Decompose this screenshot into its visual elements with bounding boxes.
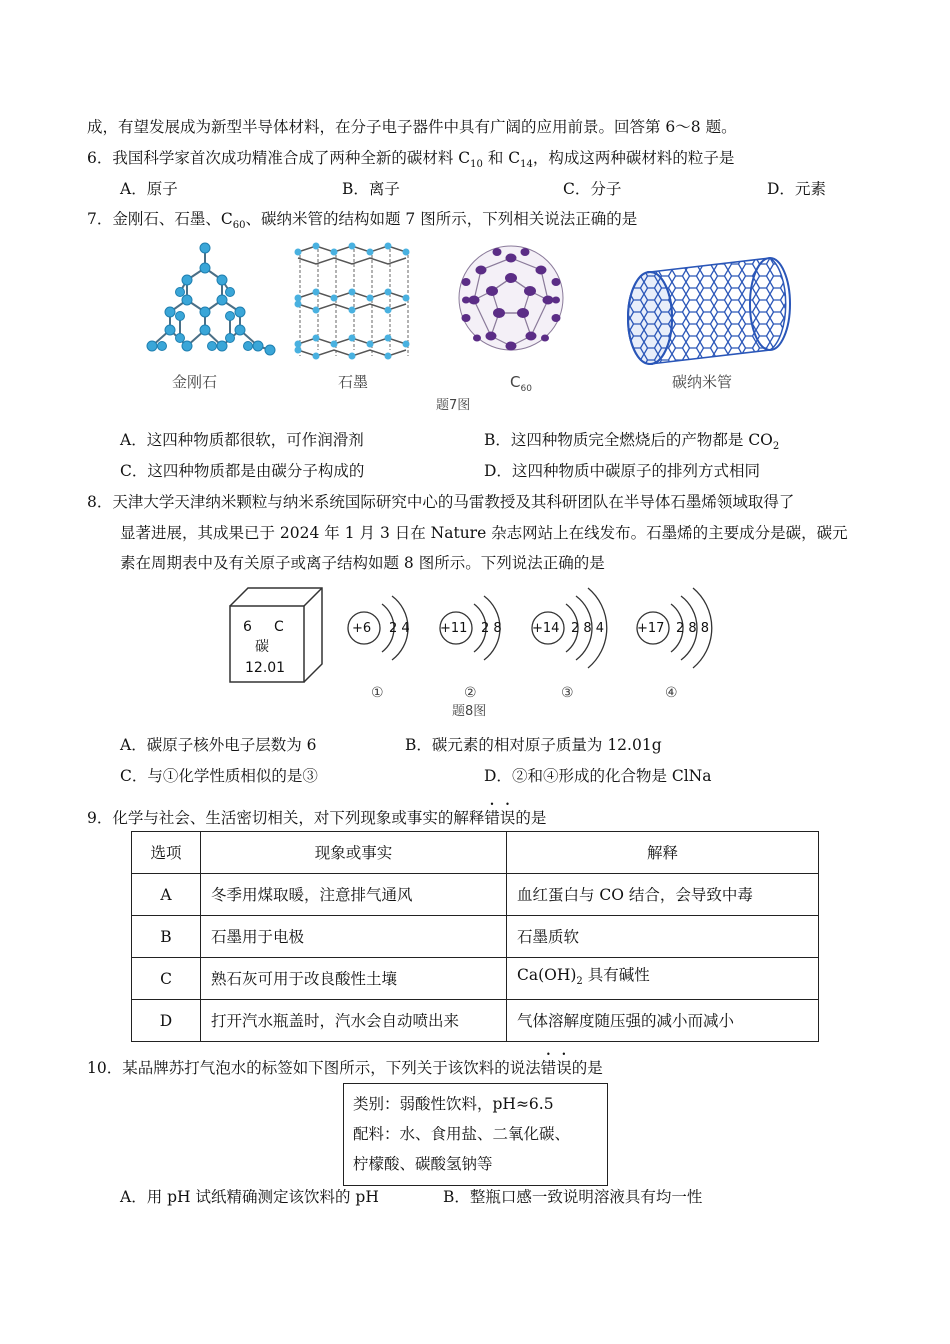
q10-option-b-key: B． bbox=[443, 1188, 470, 1206]
figure-7-caption: 题7图 bbox=[436, 398, 471, 413]
table-row bbox=[132, 874, 819, 916]
q8-option-b-text: 碳元素的相对原子质量为 12.01g bbox=[431, 736, 662, 754]
q6-option-b-key: B． bbox=[342, 180, 369, 198]
q7-option-c-text: 这四种物质都是由碳分子构成的 bbox=[147, 462, 365, 480]
figure-7-label-nanotube: 碳纳米管 bbox=[672, 373, 733, 391]
q10-option-b[interactable] bbox=[443, 1187, 702, 1207]
label-line-2: 配料：水、食用盐、二氧化碳、 bbox=[353, 1125, 571, 1143]
question-8-line-2: 显著进展，其成果已于 2024 年 1 月 3 日在 Nature 杂志网站上在线发布。石墨烯的主要成分是碳，碳元 bbox=[120, 524, 848, 542]
q6-option-d-text: 元素 bbox=[794, 180, 826, 198]
atom-3-index: ③ bbox=[561, 685, 574, 701]
atom-2-shells: 2 8 bbox=[481, 621, 502, 636]
figure-7-label-graphite: 石墨 bbox=[338, 373, 369, 391]
intro-line: 成，有望发展成为新型半导体材料，在分子电子器件中具有广阔的应用前景。回答第 6～8 题。 bbox=[87, 118, 737, 136]
table-header-explanation: 解释 bbox=[507, 832, 819, 874]
q6-option-a-key: A． bbox=[120, 180, 147, 198]
table-cell-explanation bbox=[507, 958, 819, 1000]
q7-option-b-sub: 2 bbox=[772, 441, 780, 453]
atom-4-nucleus: +17 bbox=[637, 621, 665, 636]
q6-sub1: 10 bbox=[470, 159, 483, 171]
table-header-option: 选项 bbox=[132, 832, 201, 874]
q6-number: 6． bbox=[87, 149, 113, 167]
q8-option-a[interactable] bbox=[120, 735, 317, 755]
q8-option-a-key: A． bbox=[120, 736, 147, 754]
table-cell-fact: 石墨用于电极 bbox=[201, 916, 507, 958]
atom-1-shells: 2 4 bbox=[389, 621, 410, 636]
q6-option-b-text: 离子 bbox=[368, 180, 400, 198]
q9-stem-emphasis: 错误 bbox=[484, 809, 516, 827]
figure-8-caption: 题8图 bbox=[452, 704, 487, 719]
atom-2-nucleus: +11 bbox=[440, 621, 468, 636]
q6-stem-b: 和 C bbox=[482, 149, 521, 167]
table-cell-explanation-text: Ca(OH) bbox=[517, 965, 577, 984]
q8-option-c-key: C． bbox=[120, 767, 148, 785]
q8-option-d-key: D． bbox=[484, 767, 512, 785]
q7-option-b-text: 这四种物质完全燃烧后的产物都是 CO bbox=[510, 431, 773, 449]
table-cell-fact: 打开汽水瓶盖时，汽水会自动喷出来 bbox=[201, 1000, 507, 1042]
q6-stem-c: ，构成这两种碳材料的粒子是 bbox=[532, 149, 735, 167]
q8-option-c[interactable] bbox=[120, 766, 318, 786]
figure-7-label-diamond: 金刚石 bbox=[172, 373, 218, 391]
q8-option-d-text: ②和④形成的化合物是 ClNa bbox=[511, 767, 712, 785]
q7-number: 7． bbox=[87, 210, 113, 228]
q9-number: 9． bbox=[87, 809, 113, 827]
table-cell-option: C bbox=[132, 958, 201, 1000]
q8-line-1-text: 天津大学天津纳米颗粒与纳米系统国际研究中心的马雷教授及其科研团队在半导体石墨烯领域取得了 bbox=[112, 493, 795, 511]
atom-4-index: ④ bbox=[665, 685, 678, 701]
atom-1-index: ① bbox=[371, 685, 384, 701]
label-line-3: 柠檬酸、碳酸氢钠等 bbox=[353, 1155, 493, 1173]
table-cell-explanation: 气体溶解度随压强的减小而减小 bbox=[507, 1000, 819, 1042]
q8-number: 8． bbox=[87, 493, 113, 511]
element-mass: 12.01 bbox=[245, 660, 286, 676]
q8-option-d[interactable] bbox=[484, 766, 712, 786]
q8-option-a-text: 碳原子核外电子层数为 6 bbox=[146, 736, 317, 754]
q6-option-c-key: C． bbox=[563, 180, 591, 198]
table-cell-fact: 熟石灰可用于改良酸性土壤 bbox=[201, 958, 507, 1000]
q9-stem-a: 化学与社会、生活密切相关，对下列现象或事实的解释 bbox=[112, 809, 485, 827]
q8-option-c-text: 与①化学性质相似的是③ bbox=[147, 767, 318, 785]
atom-4-shells: 2 8 8 bbox=[676, 621, 710, 636]
q10-option-a[interactable] bbox=[120, 1187, 379, 1207]
q10-stem-a: 某品牌苏打气泡水的标签如下图所示，下列关于该饮料的说法 bbox=[122, 1059, 541, 1077]
question-8-line-3: 素在周期表中及有关原子或离子结构如题 8 图所示。下列说法正确的是 bbox=[120, 554, 605, 572]
q9-stem-b: 的是 bbox=[515, 809, 547, 827]
label-line-1: 类别：弱酸性饮料，pH≈6.5 bbox=[353, 1095, 554, 1113]
q9-table bbox=[131, 831, 819, 1042]
table-cell-option: D bbox=[132, 1000, 201, 1042]
atom-2-index: ② bbox=[464, 685, 477, 701]
table-cell-fact: 冬季用煤取暖，注意排气通风 bbox=[201, 874, 507, 916]
q7-option-b-key: B． bbox=[484, 431, 511, 449]
q7-option-a-key: A． bbox=[120, 431, 147, 449]
q10-stem-b: 的是 bbox=[571, 1059, 603, 1077]
element-symbol: C bbox=[274, 619, 284, 635]
table-cell-explanation-sub: 2 bbox=[576, 976, 583, 988]
q7-option-d-key: D． bbox=[484, 462, 512, 480]
question-10-stem bbox=[87, 1050, 603, 1078]
q10-option-a-text: 用 pH 试纸精确测定该饮料的 pH bbox=[146, 1188, 379, 1206]
atom-1-nucleus: +6 bbox=[352, 621, 372, 636]
table-row bbox=[132, 916, 819, 958]
q7-stem-b: 、碳纳米管的结构如题 7 图所示，下列相关说法正确的是 bbox=[245, 210, 638, 228]
q7-stem-a: 金刚石、石墨、C bbox=[112, 210, 233, 228]
q6-option-d-key: D． bbox=[767, 180, 795, 198]
table-header-row bbox=[132, 832, 819, 874]
figure-7-label-c60-text: C bbox=[510, 373, 521, 391]
atom-3-shells: 2 8 4 bbox=[571, 621, 605, 636]
q7-option-d-text: 这四种物质中碳原子的排列方式相同 bbox=[511, 462, 760, 480]
atom-3-nucleus: +14 bbox=[532, 621, 560, 636]
figure-7-label-c60-sub: 60 bbox=[520, 384, 532, 394]
q6-option-c-text: 分子 bbox=[590, 180, 622, 198]
table-header-fact: 现象或事实 bbox=[201, 832, 507, 874]
q6-option-a-text: 原子 bbox=[146, 180, 178, 198]
q7-sub: 60 bbox=[232, 220, 246, 232]
q7-option-a-text: 这四种物质都很软，可作润滑剂 bbox=[146, 431, 364, 449]
q10-number: 10． bbox=[87, 1059, 123, 1077]
q10-stem-emphasis: 错误 bbox=[540, 1059, 572, 1077]
question-9-stem bbox=[87, 800, 546, 828]
table-row bbox=[132, 958, 819, 1000]
q8-option-b-key: B． bbox=[405, 736, 432, 754]
table-cell-explanation-tail: 具有碱性 bbox=[582, 965, 650, 984]
q10-option-a-key: A． bbox=[120, 1188, 147, 1206]
element-name: 碳 bbox=[255, 639, 269, 655]
table-cell-explanation: 血红蛋白与 CO 结合，会导致中毒 bbox=[507, 874, 819, 916]
q10-option-b-text: 整瓶口感一致说明溶液具有均一性 bbox=[469, 1188, 703, 1206]
beverage-label-box bbox=[343, 1083, 608, 1186]
q7-option-c-key: C． bbox=[120, 462, 148, 480]
q8-option-b[interactable] bbox=[405, 735, 662, 755]
element-number: 6 bbox=[243, 619, 252, 635]
table-cell-explanation: 石墨质软 bbox=[507, 916, 819, 958]
table-row bbox=[132, 1000, 819, 1042]
table-cell-option: A bbox=[132, 874, 201, 916]
q6-sub2: 14 bbox=[520, 159, 533, 171]
table-cell-option: B bbox=[132, 916, 201, 958]
q6-stem-a: 我国科学家首次成功精准合成了两种全新的碳材料 C bbox=[112, 149, 471, 167]
